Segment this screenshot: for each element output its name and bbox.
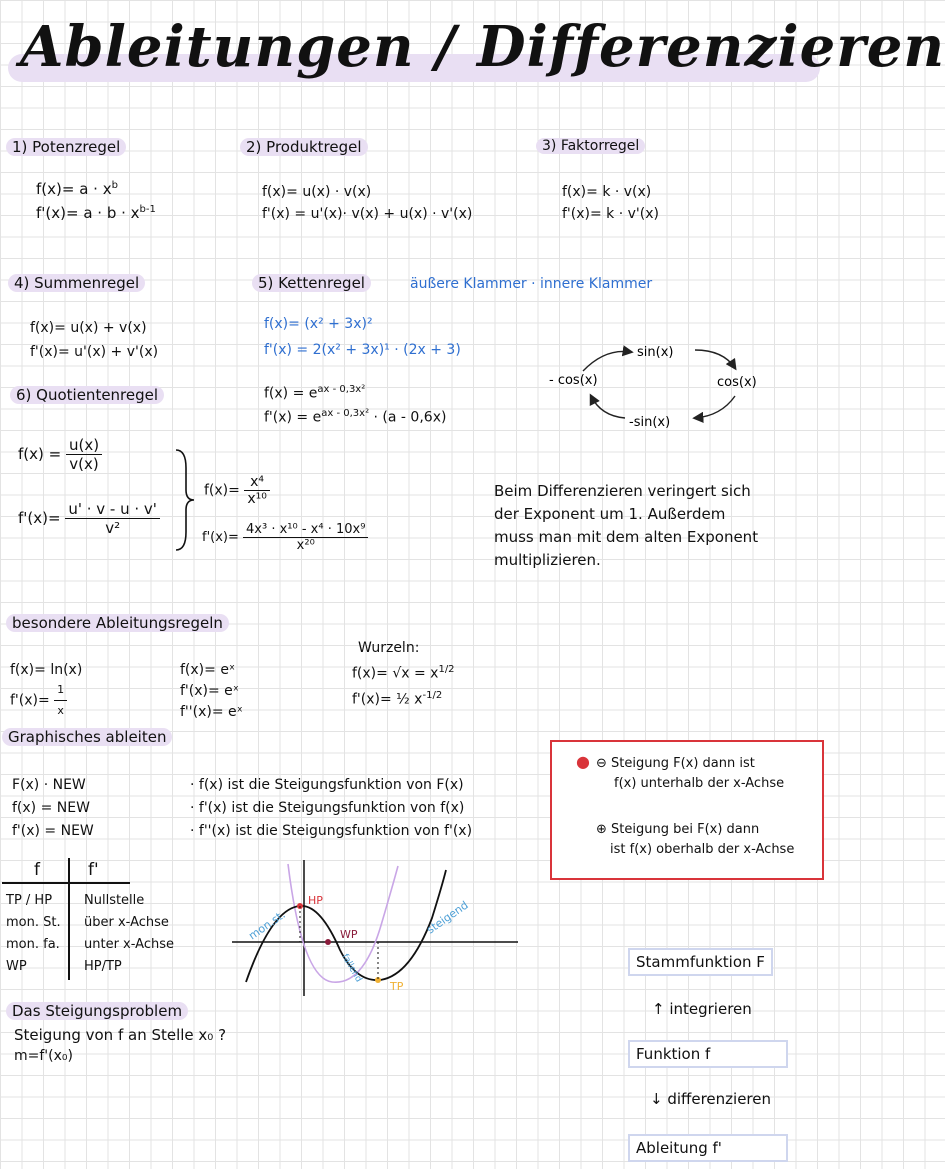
kettenregel-formula: f(x)= (x² + 3x)²: [264, 316, 373, 332]
quotient-rule: f'(x)= $\frac{u' \cdot v - u \cdot v'}{\text{v²}}$: [18, 500, 160, 537]
problem-heading: Das Steigungsproblem: [6, 1002, 188, 1020]
e-rule: f(x)= eˣ f'(x)= eˣ f''(x)= eˣ: [180, 662, 243, 720]
trig-cycle-diagram: [545, 336, 785, 436]
cycle-minus-cos: - cos(x): [549, 373, 598, 388]
produktregel-derivative: f'(x) = u'(x)· v(x) + u(x) · v'(x): [262, 206, 473, 222]
summenregel-heading: 4) Summenregel: [8, 274, 145, 292]
monst-label: mon.st.: [246, 908, 288, 943]
kettenregel-example-derivative: $f'(x) = e^{ax - 0,3x^2} \cdot (a - 0,6x)$: [264, 408, 447, 426]
tp-label: TP: [390, 980, 404, 993]
quotient-definition: f(x) = $\frac{u(x)}{v(x)}$: [18, 436, 102, 473]
kettenregel-heading: 5) Kettenregel: [252, 274, 371, 292]
cycle-sin: sin(x): [637, 345, 674, 360]
faktorregel-derivative: f'(x)= k · v'(x): [562, 206, 659, 222]
differentiate-arrow: ↓ differenzieren: [650, 1090, 772, 1108]
cycle-minus-sin: -sin(x): [629, 415, 671, 430]
kettenregel-derivative: f'(x) = 2(x² + 3x)¹ · (2x + 3): [264, 342, 461, 358]
wp-label: WP: [340, 928, 358, 941]
produktregel-formula: f(x)= u(x) · v(x): [262, 184, 372, 200]
potenzregel-heading: 1) Potenzregel: [6, 138, 126, 156]
quotient-example: f(x)= $\frac{\text{x⁴}}{\text{x¹⁰}}$: [204, 474, 270, 507]
f-fprime-table: f f' TP / HP mon. St. mon. fa. WP Nullstelle über x-Achse unter x-Achse HP/TP: [2, 858, 192, 980]
kettenregel-note: äußere Klammer · innere Klammer: [410, 276, 653, 292]
steigend-label: steigend: [424, 898, 471, 937]
funktion-box: Funktion f: [628, 1040, 788, 1068]
problem-question: Steigung von f an Stelle x₀ ?: [14, 1026, 227, 1044]
problem-formula: m=f'(x₀): [14, 1048, 73, 1064]
summenregel-formula: f(x)= u(x) + v(x): [30, 320, 147, 336]
kettenregel-example: $f(x) = e^{ax - 0,3x^2}$: [264, 384, 366, 402]
graph-section-heading: Graphisches ableiten: [2, 728, 172, 746]
ableitung-box: Ableitung f': [628, 1134, 788, 1162]
cycle-cos: cos(x): [717, 375, 757, 390]
exponent-note: Beim Differenzieren veringert sich der Exponent um 1. Außerdem muss man mit dem alten Exponent multiplizieren.: [494, 482, 759, 569]
root-rule: Wurzeln: $f(x)= √x = x^{1/2}$ f'(x)= ½ $x^{-1/2}$: [352, 640, 455, 708]
ln-rule: f(x)= ln(x) f'(x)= $\frac{1}{x}$: [10, 662, 83, 717]
brace: [172, 448, 196, 552]
page-title: Ableitungen / Differenzieren: [20, 14, 945, 80]
stammfunktion-box: Stammfunktion F: [628, 948, 773, 976]
graph-rules-right: · f(x) ist die Steigungsfunktion von F(x) · f'(x) ist die Steigungsfunktion von f(x) · f''(x) ist die Steigungsfunktion von f'(x): [190, 777, 473, 839]
fallend-label: fallend: [339, 952, 364, 985]
quotientenregel-heading: 6) Quotientenregel: [10, 386, 164, 404]
sign-box: ● ⊖ Steigung F(x) dann ist f(x) unterhalb der x-Achse ⊕ Steigung bei F(x) dann ist f(x) oberhalb der x-Achse: [550, 740, 824, 880]
potenzregel-derivative: $f'(x)= a \cdot b \cdot x^{b-1}$: [36, 204, 156, 222]
special-rules-heading: besondere Ableitungsregeln: [6, 614, 229, 632]
function-sketch: [232, 858, 522, 998]
graph-rules-left: F(x) · NEW f(x) = NEW f'(x) = NEW: [12, 777, 94, 839]
red-dot-icon: ●: [576, 752, 590, 771]
produktregel-heading: 2) Produktregel: [240, 138, 368, 156]
quotient-example-derivative: f'(x)= $\frac{\text{4x³ · x¹⁰ - x⁴ · 10x⁹}}{\text{x²⁰}}$: [202, 522, 368, 553]
summenregel-derivative: f'(x)= u'(x) + v'(x): [30, 344, 159, 360]
faktorregel-formula: f(x)= k · v(x): [562, 184, 652, 200]
potenzregel-formula: $f(x)= a \cdot x^b$: [36, 180, 118, 198]
hp-label: HP: [308, 894, 323, 907]
faktorregel-heading: 3) Faktorregel: [536, 138, 645, 154]
integrate-arrow: ↑ integrieren: [652, 1000, 752, 1018]
